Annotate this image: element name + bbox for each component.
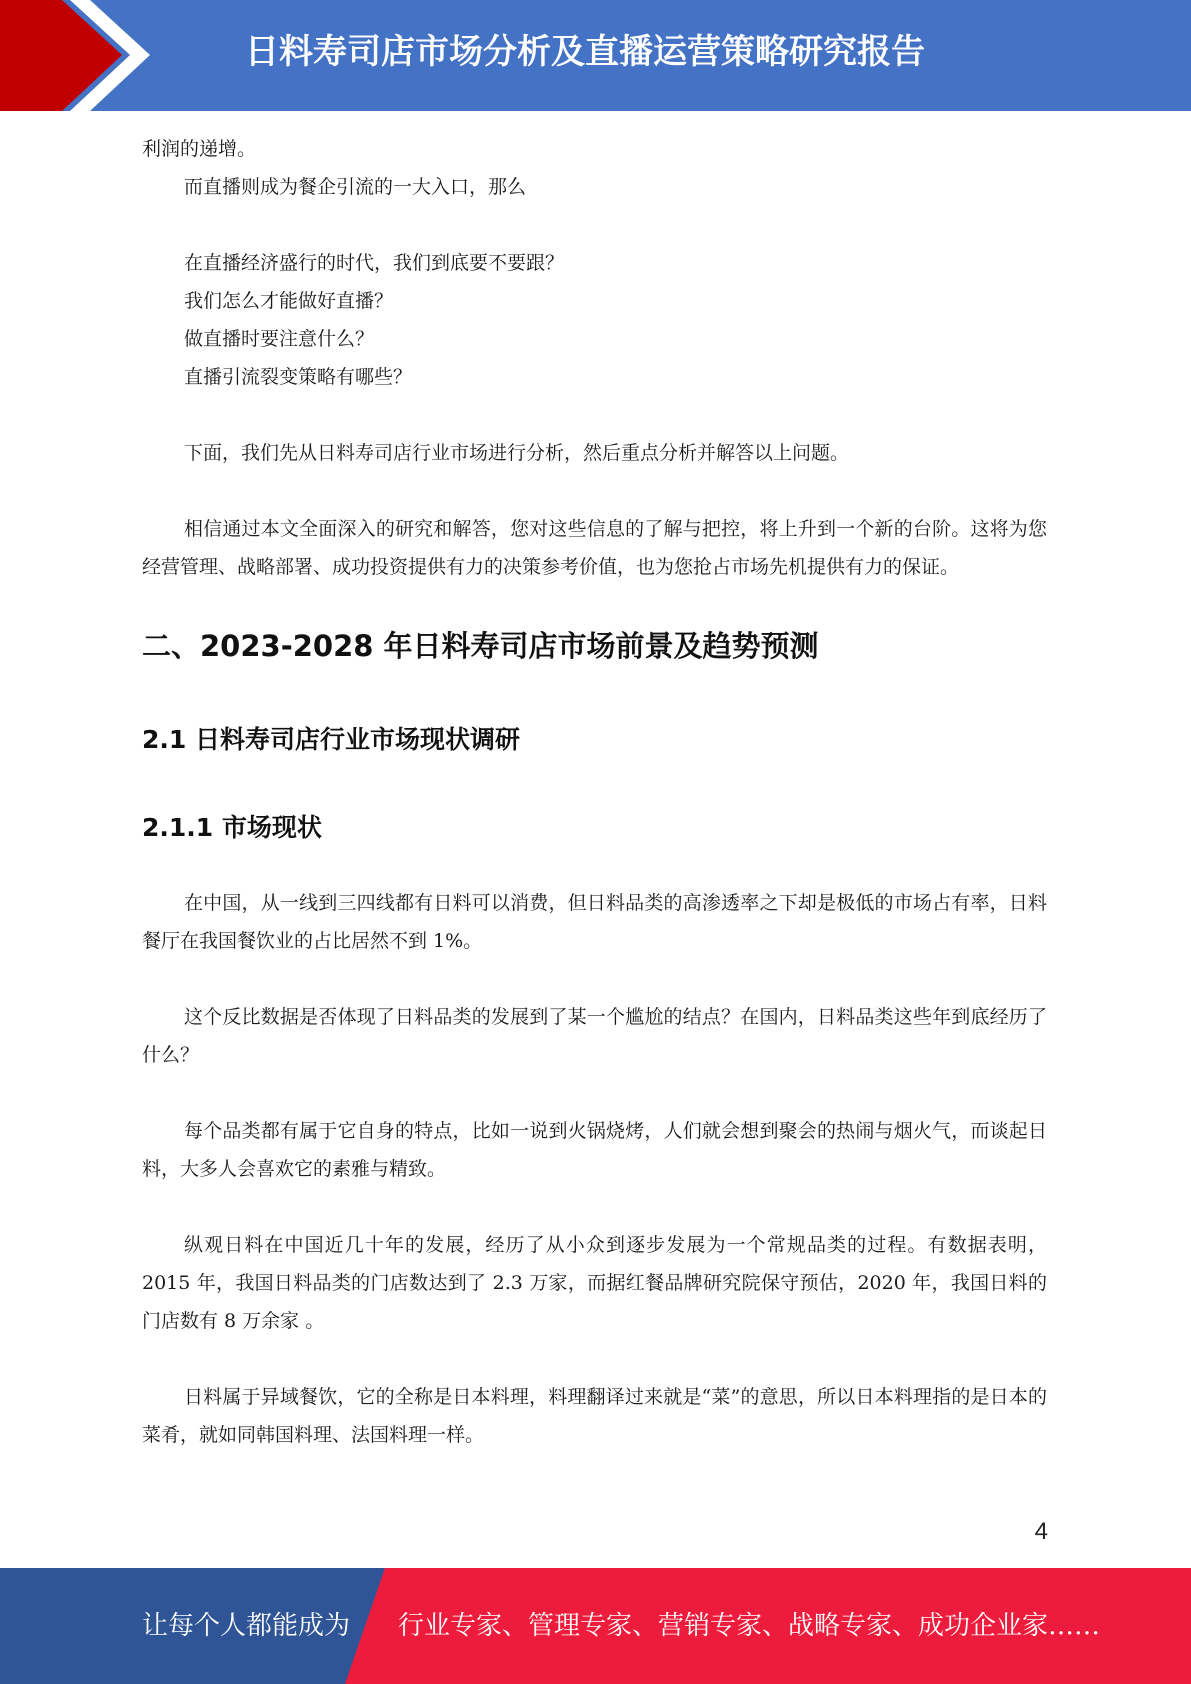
body-paragraph: 这个反比数据是否体现了日料品类的发展到了某一个尴尬的结点？在国内，日料品类这些年到底经历了什么？ bbox=[142, 1006, 1047, 1066]
paragraph-continuation: 利润的递增。 bbox=[142, 138, 257, 160]
page-footer bbox=[0, 1568, 1191, 1684]
footer-slogan-left: 让每个人都能成为 bbox=[142, 1611, 351, 1641]
footer-slogan-right: 行业专家、管理专家、营销专家、战略专家、成功企业家…… bbox=[398, 1611, 1101, 1641]
page-number: 4 bbox=[1034, 1518, 1048, 1545]
subsection-heading-2-1: 2.1 日料寿司店行业市场现状调研 bbox=[142, 725, 520, 754]
section-heading-2: 二、2023-2028 年日料寿司店市场前景及趋势预测 bbox=[142, 629, 819, 663]
body-paragraph: 日料属于异域餐饮，它的全称是日本料理，料理翻译过来就是“菜”的意思，所以日本料理指的是日本的菜肴，就如同韩国料理、法国料理一样。 bbox=[142, 1386, 1047, 1446]
page-content bbox=[142, 130, 1047, 1454]
question-item: 做直播时要注意什么？ bbox=[184, 328, 375, 350]
paragraph-believe: 相信通过本文全面深入的研究和解答，您对这些信息的了解与把控，将上升到一个新的台阶。这将为您经营管理、战略部署、成功投资提供有力的决策参考价值，也为您抢占市场先机提供有力的保证。 bbox=[142, 518, 1047, 578]
question-item: 直播引流裂变策略有哪些？ bbox=[184, 366, 413, 388]
subsection-heading-2-1-1: 2.1.1 市场现状 bbox=[142, 813, 322, 842]
report-title: 日料寿司店市场分析及直播运营策略研究报告 bbox=[245, 32, 925, 72]
question-item: 在直播经济盛行的时代，我们到底要不要跟？ bbox=[184, 252, 565, 274]
body-paragraph: 纵观日料在中国近几十年的发展，经历了从小众到逐步发展为一个常规品类的过程。有数据表明，2015 年，我国日料品类的门店数达到了 2.3 万家，而据红餐品牌研究院保守预估，2020 年，我国日料的门店数有 8 万余家 。 bbox=[142, 1234, 1047, 1332]
page-header bbox=[0, 0, 1191, 111]
body-paragraph: 在中国，从一线到三四线都有日料可以消费，但日料品类的高渗透率之下却是极低的市场占有率，日料餐厅在我国餐饮业的占比居然不到 1%。 bbox=[142, 892, 1047, 952]
question-item: 我们怎么才能做好直播？ bbox=[184, 290, 394, 312]
paragraph-below: 下面，我们先从日料寿司店行业市场进行分析，然后重点分析并解答以上问题。 bbox=[184, 442, 850, 464]
paragraph-livestream: 而直播则成为餐企引流的一大入口，那么 bbox=[184, 176, 527, 198]
body-paragraph: 每个品类都有属于它自身的特点，比如一说到火锅烧烤，人们就会想到聚会的热闹与烟火气，而谈起日料，大多人会喜欢它的素雅与精致。 bbox=[142, 1120, 1047, 1180]
